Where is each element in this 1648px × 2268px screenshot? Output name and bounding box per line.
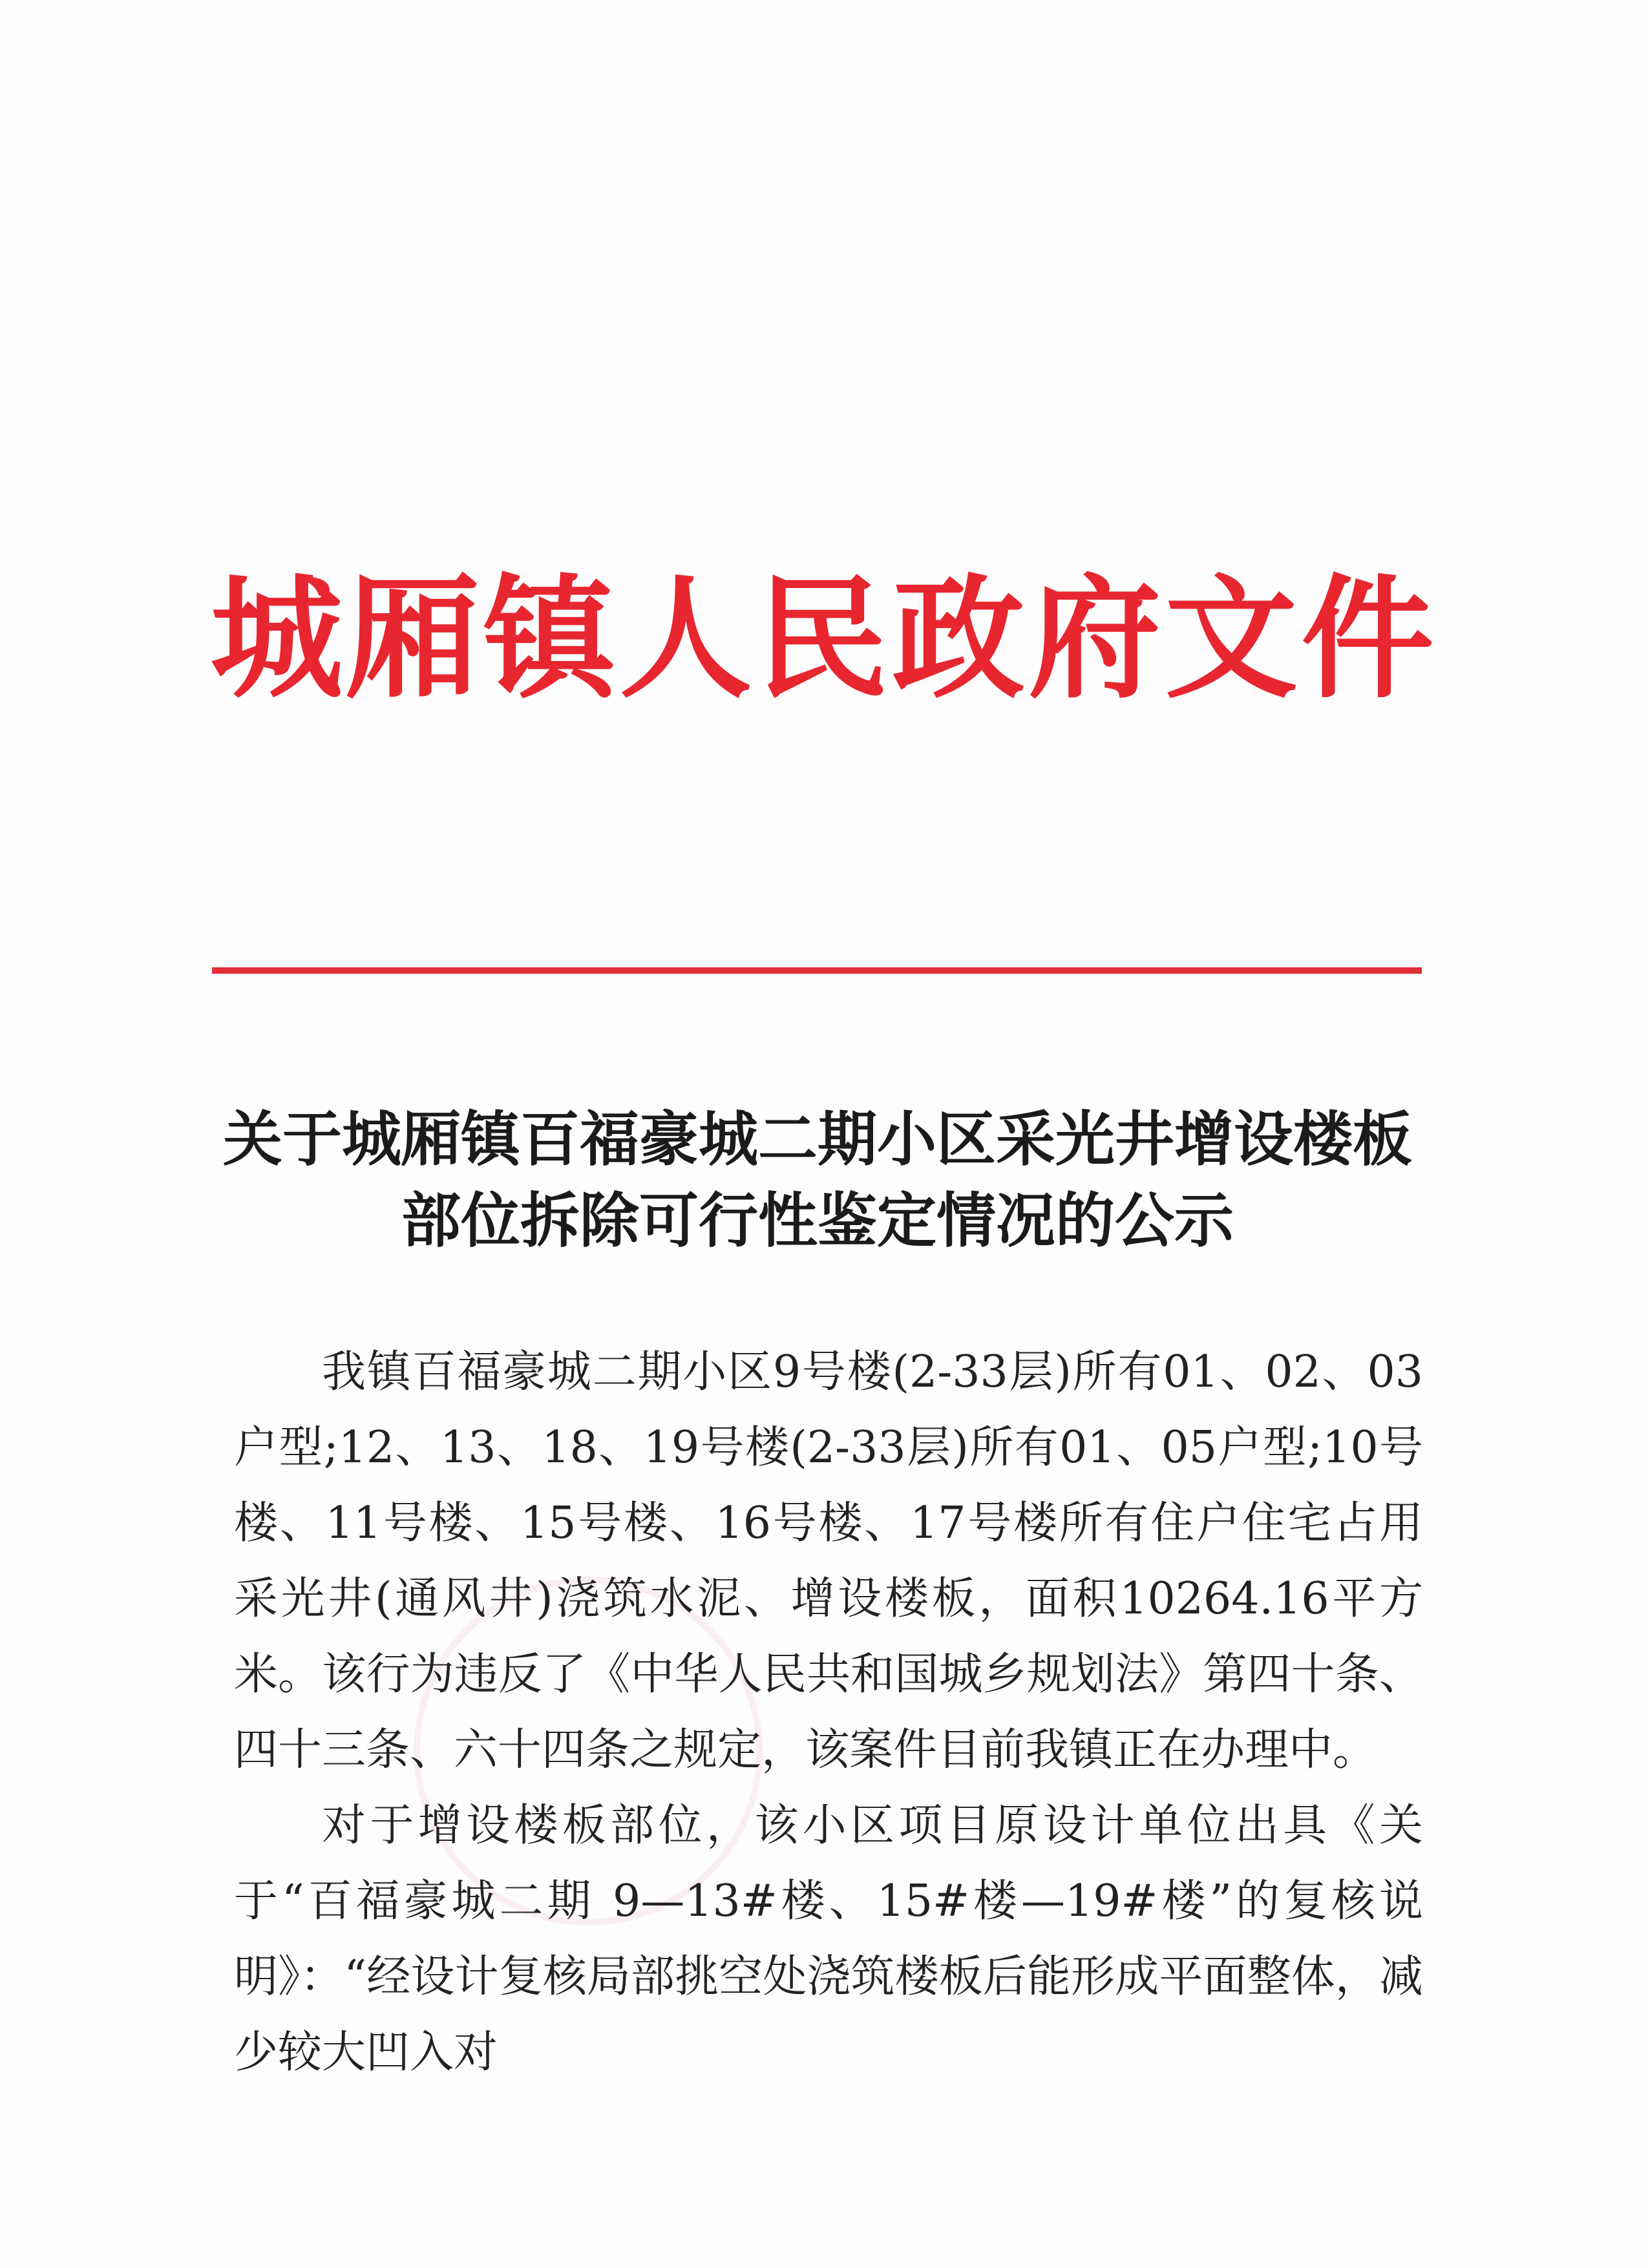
red-divider-line — [212, 967, 1422, 974]
body-paragraph-2: 对于增设楼板部位，该小区项目原设计单位出具《关于“百福豪城二期 9—13#楼、15#楼—19#楼”的复核说明》：“经设计复核局部挑空处浇筑楼板后能形成平面整体，减少较大凹入对 — [234, 1800, 1423, 2078]
document-title-line-1: 关于城厢镇百福豪城二期小区采光井增设楼板 — [222, 1104, 1412, 1174]
document-title-line-2: 部位拆除可行性鉴定情况的公示 — [401, 1186, 1234, 1255]
document-title — [213, 1098, 1422, 1261]
issuer-masthead: 城厢镇人民政府文件 — [210, 563, 1438, 717]
body-paragraph-1: 我镇百福豪城二期小区9号楼(2-33层)所有01、02、03户型;12、13、18、19号楼(2-33层)所有01、05户型;10号楼、11号楼、15号楼、16号楼、17号楼所有住户住宅占用采光井(通风井)浇筑水泥、增设楼板，面积10264.16平方米。该行为违反了《中华人民共和国城乡规划法》第四十条、四十三条、六十四条之规定，该案件目前我镇正在办理中。 — [234, 1347, 1423, 1776]
document-body — [234, 1334, 1423, 2090]
